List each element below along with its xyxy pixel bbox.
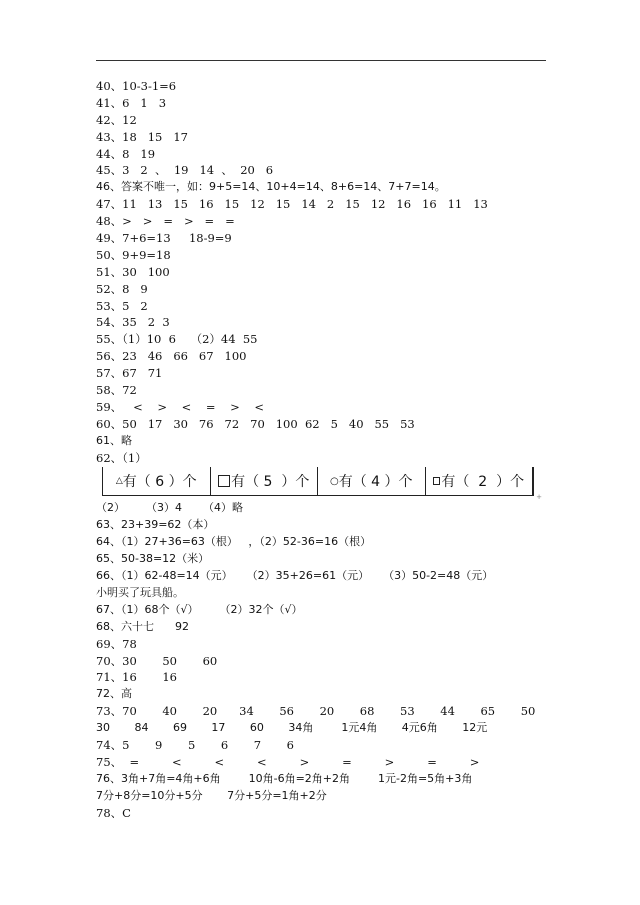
answer-line: 43、18 15 17: [96, 129, 188, 144]
answer-line: 67、（1）68个（√） （2）32个（√）: [96, 602, 303, 616]
cell-text: 有（ 2 ）个: [441, 474, 525, 491]
answer-line: 70、30 50 60: [96, 653, 218, 668]
header-rule: [96, 60, 546, 61]
triangle-icon: △: [115, 476, 123, 487]
answer-line: （2） （3）4 （4）略: [96, 501, 243, 515]
answer-line: 66、（1）62-48=14（元） （2）35+26=61（元） （3）50-2=48（元）: [96, 569, 494, 583]
answer-line: 41、6 1 3: [96, 95, 167, 110]
answer-line: 小明买了玩具船。: [96, 585, 184, 599]
answer-line: 62、（1）: [96, 450, 147, 465]
answer-line: 75、 = < < < > = > = >: [96, 754, 480, 769]
square-icon: [218, 475, 230, 487]
answer-line: 58、72: [96, 383, 137, 398]
answer-list: [96, 78, 546, 821]
answer-line: 49、7+6=13 18-9=9: [96, 231, 232, 246]
answer-line: 71、16 16: [96, 670, 177, 685]
answer-line: 30 84 69 17 60 34角 1元4角 4元6角 12元: [96, 721, 488, 735]
answer-line: 40、10-3-1=6: [96, 79, 177, 93]
cell-text: 有（ 5 ）个: [231, 474, 310, 491]
answer-line: 44、8 19: [96, 146, 156, 161]
table-cell-circle: [318, 467, 426, 495]
answer-line: 72、高: [96, 687, 132, 701]
answer-line: 64、（1）27+36=63（根） ，（2）52-36=16（根）: [96, 535, 372, 549]
answer-line: 59、 < > < = > <: [96, 399, 265, 414]
rectangle-icon: [433, 477, 440, 485]
circle-icon: ○: [329, 475, 339, 487]
answer-line: 69、78: [96, 636, 137, 651]
answer-line: 60、50 17 30 76 72 70 100 62 5 40 55 53: [96, 416, 415, 431]
answer-line: 57、67 71: [96, 366, 163, 381]
answer-line: 65、50-38=12（米）: [96, 552, 210, 566]
answer-line: 61、略: [96, 433, 132, 447]
answer-line: 51、30 100: [96, 264, 170, 279]
answer-line: 47、11 13 15 16 15 12 15 14 2 15 12 16 16 11 13: [96, 197, 488, 212]
answer-line: 73、70 40 20 34 56 20 68 53 44 65 50: [96, 704, 536, 719]
answer-line: 48、> > = > = =: [96, 214, 235, 229]
table-cell-triangle: [103, 467, 211, 495]
answer-line: 45、3 2 、 19 14 、 20 6: [96, 163, 274, 178]
answer-line: 74、5 9 5 6 7 6: [96, 737, 294, 752]
answer-line: 63、23+39=62（本）: [96, 518, 215, 532]
answer-line: 53、5 2: [96, 298, 148, 313]
table-cell-rectangle: [426, 467, 534, 495]
answer-line: 52、8 9: [96, 281, 148, 296]
answer-line: 46、答案不唯一，如：9+5=14、10+4=14、8+6=14、7+7=14。: [96, 180, 446, 194]
answer-line: 50、9+9=18: [96, 247, 171, 262]
answer-line: 68、六十七 92: [96, 619, 189, 633]
cell-text: 有（ 4 ）个: [338, 474, 413, 491]
shape-count-table: [102, 467, 542, 502]
table-cell-square: [211, 467, 319, 495]
answer-line: 56、23 46 66 67 100: [96, 349, 247, 364]
answer-line: 55、（1）10 6 （2）44 55: [96, 332, 258, 347]
answer-line: 76、3角+7角=4角+6角 10角-6角=2角+2角 1元-2角=5角+3角: [96, 771, 473, 785]
cell-text: 有（ 6 ）个: [122, 474, 197, 491]
answer-line: 78、C: [96, 805, 131, 820]
answer-block-b: [96, 500, 546, 821]
answer-line: 54、35 2 3: [96, 315, 170, 330]
answer-line: 42、12: [96, 112, 137, 127]
answer-block-a: [96, 78, 546, 466]
table-end-mark: +: [536, 493, 542, 502]
answer-line: 7分+8分=10分+5分 7分+5分=1角+2分: [96, 788, 327, 802]
